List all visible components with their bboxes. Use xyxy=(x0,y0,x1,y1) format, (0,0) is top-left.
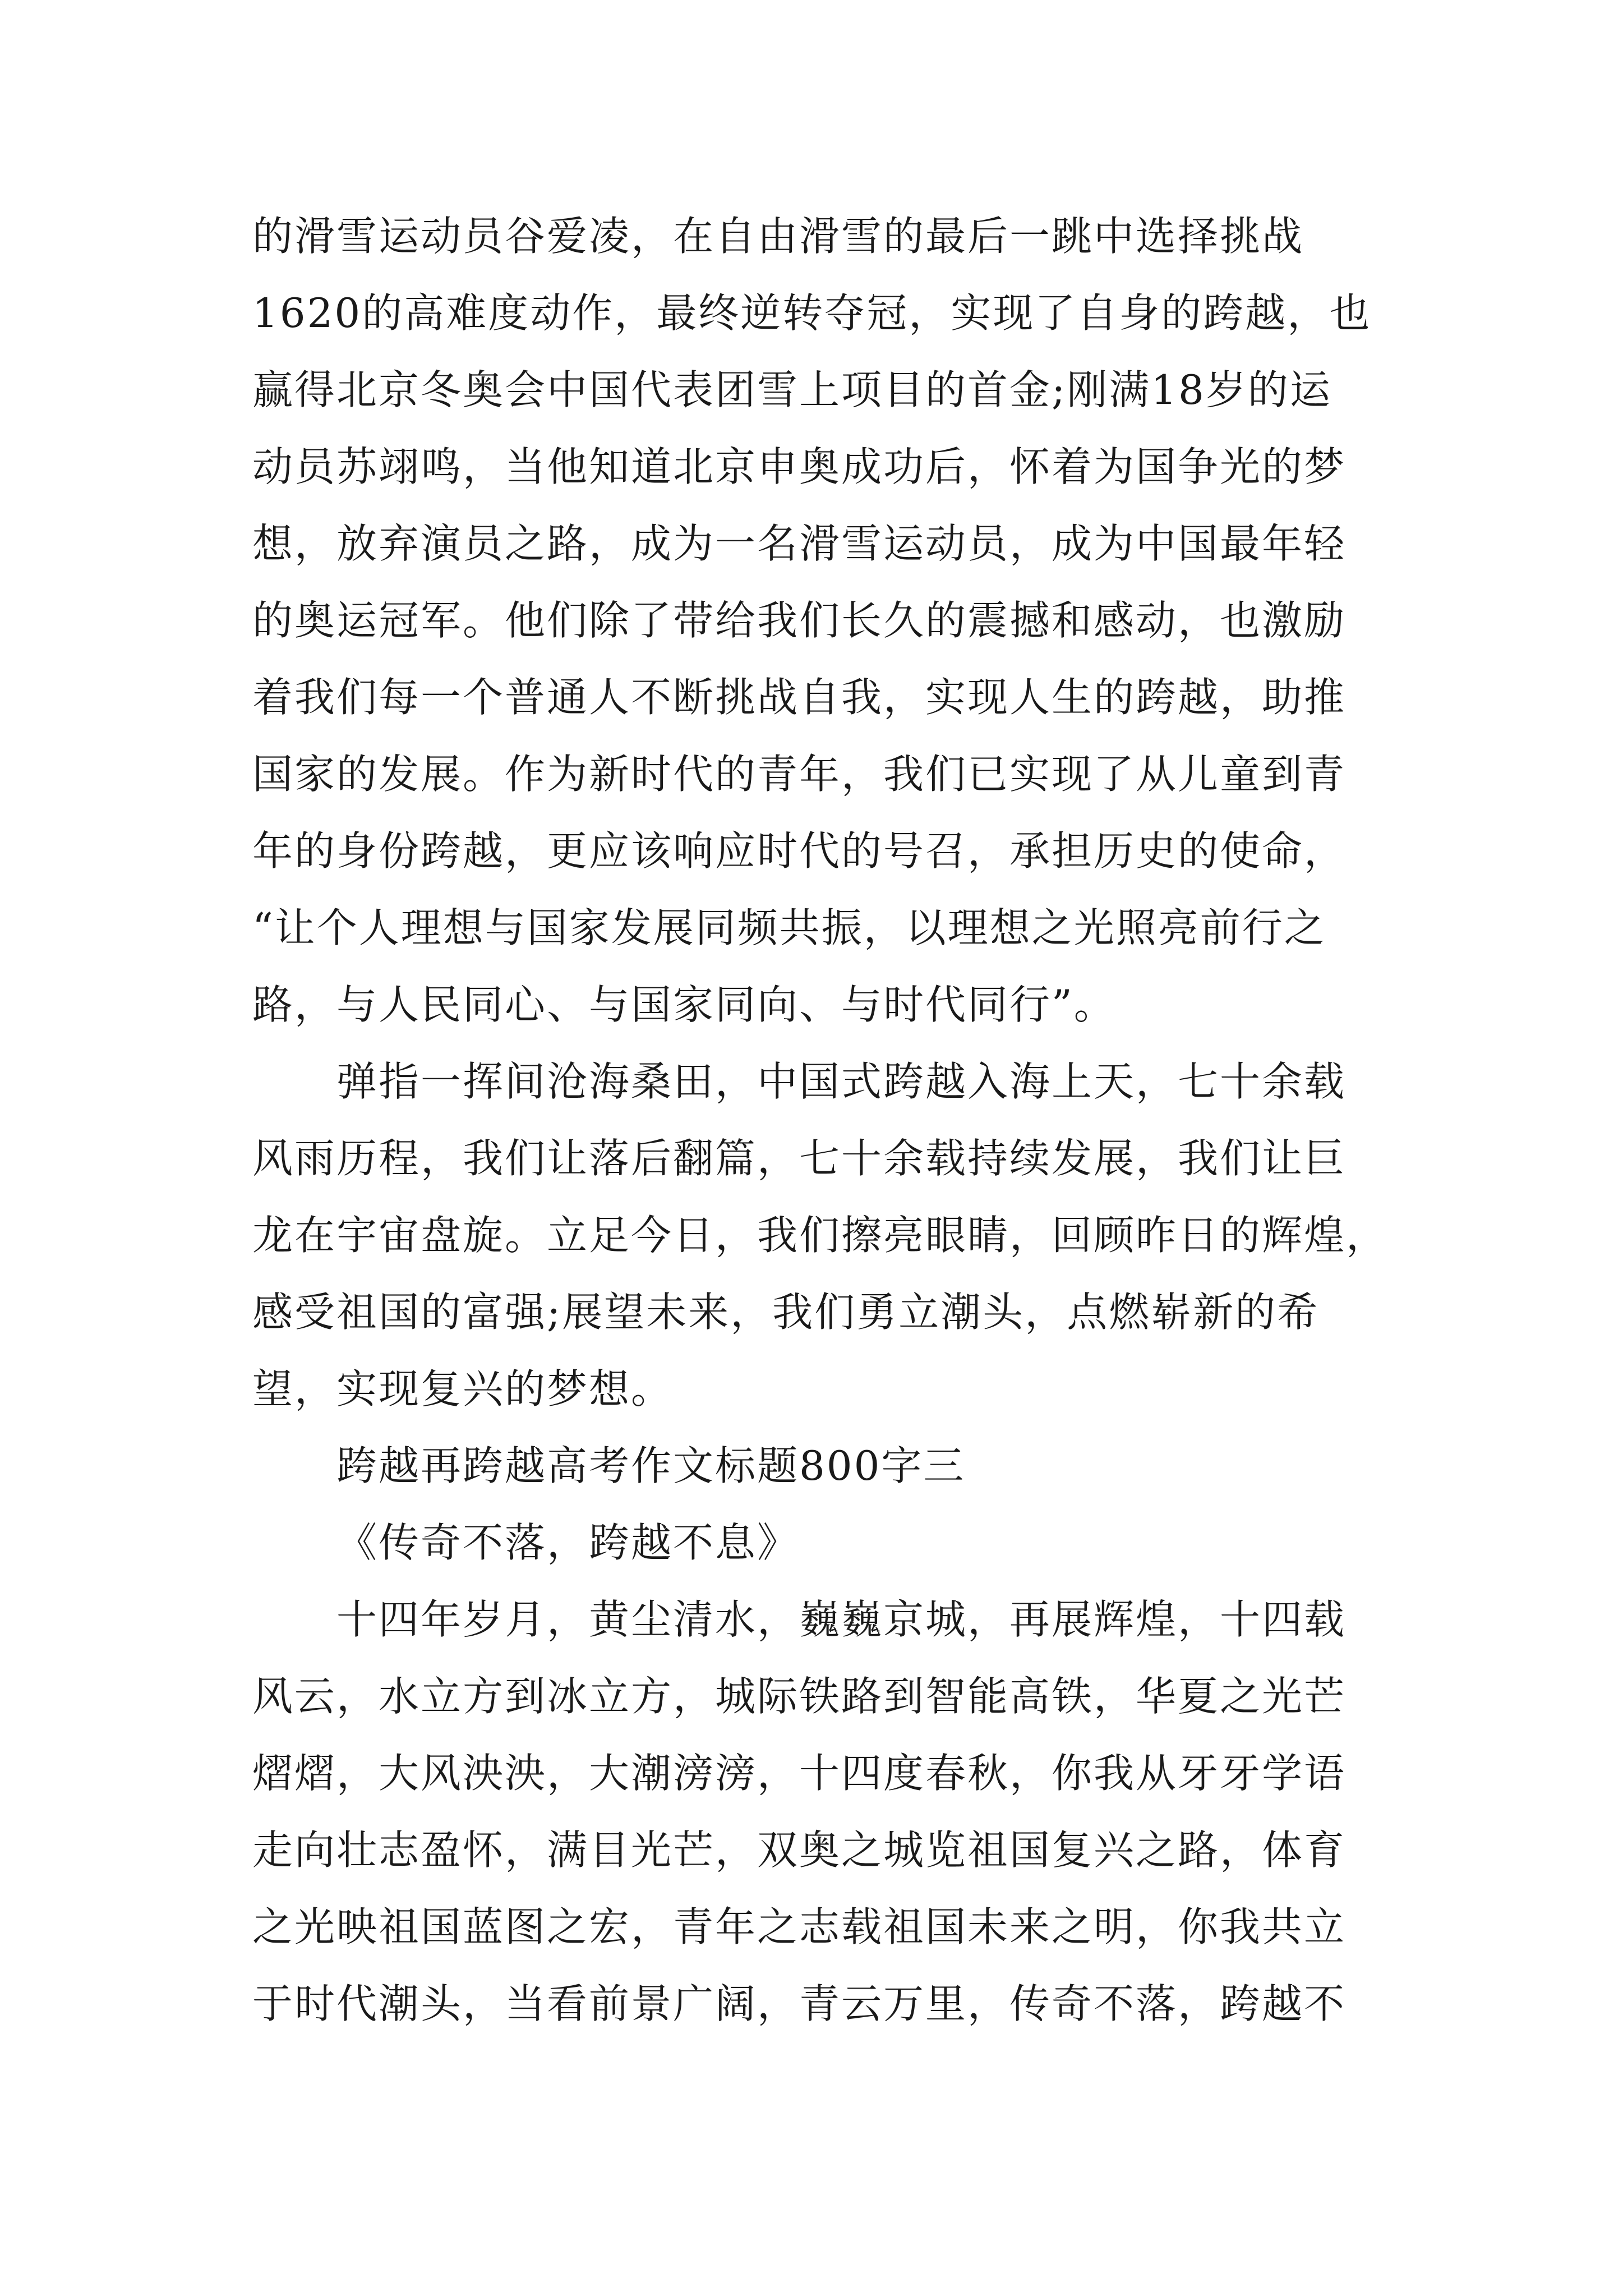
text-line: 动员苏翊鸣，当他知道北京申奥成功后，怀着为国争光的梦 xyxy=(252,443,1347,490)
text-line: 熠熠，大风泱泱，大潮滂滂，十四度春秋，你我从牙牙学语 xyxy=(252,1750,1347,1797)
text-line: 风雨历程，我们让落后翻篇，七十余载持续发展，我们让巨 xyxy=(252,1135,1347,1182)
section-heading: 跨越再跨越高考作文标题800字三 xyxy=(336,1442,966,1489)
text-line: 感受祖国的富强;展望未来，我们勇立潮头，点燃崭新的希 xyxy=(252,1289,1320,1336)
paragraph-first-line: 弹指一挥间沧海桑田，中国式跨越入海上天，七十余载 xyxy=(336,1058,1347,1105)
text-line: 之光映祖国蓝图之宏，青年之志载祖国未来之明，你我共立 xyxy=(252,1903,1347,1950)
text-line: 于时代潮头，当看前景广阔，青云万里，传奇不落，跨越不 xyxy=(252,1980,1347,2027)
text-line: 风云，水立方到冰立方，城际铁路到智能高铁，华夏之光芒 xyxy=(252,1673,1347,1720)
text-line: 龙在宇宙盘旋。立足今日，我们擦亮眼睛，回顾昨日的辉煌， xyxy=(252,1212,1389,1259)
text-line: 路，与人民同心、与国家同向、与时代同行”。 xyxy=(252,981,1116,1028)
text-line: 年的身份跨越，更应该响应时代的号召，承担历史的使命， xyxy=(252,827,1347,875)
text-line: 国家的发展。作为新时代的青年，我们已实现了从儿童到青 xyxy=(252,751,1347,798)
text-line: 1620的高难度动作，最终逆转夺冠，实现了自身的跨越，也 xyxy=(252,289,1372,337)
text-line: 的奥运冠军。他们除了带给我们长久的震撼和感动，也激励 xyxy=(252,597,1347,644)
text-line: 想，放弃演员之路，成为一名滑雪运动员，成为中国最年轻 xyxy=(252,520,1347,567)
paragraph-first-line: 十四年岁月，黄尘清水，巍巍京城，再展辉煌，十四载 xyxy=(336,1596,1347,1643)
text-line: 走向壮志盈怀，满目光芒，双奥之城览祖国复兴之路，体育 xyxy=(252,1826,1347,1874)
text-line: 望，实现复兴的梦想。 xyxy=(252,1365,674,1412)
text-line: “让个人理想与国家发展同频共振，以理想之光照亮前行之 xyxy=(252,904,1326,951)
text-line: 的滑雪运动员谷爱凌，在自由滑雪的最后一跳中选择挑战 xyxy=(252,213,1304,260)
essay-title: 《传奇不落，跨越不息》 xyxy=(336,1519,800,1566)
text-line: 着我们每一个普通人不断挑战自我，实现人生的跨越，助推 xyxy=(252,674,1347,721)
text-line: 赢得北京冬奥会中国代表团雪上项目的首金;刚满18岁的运 xyxy=(252,366,1332,413)
